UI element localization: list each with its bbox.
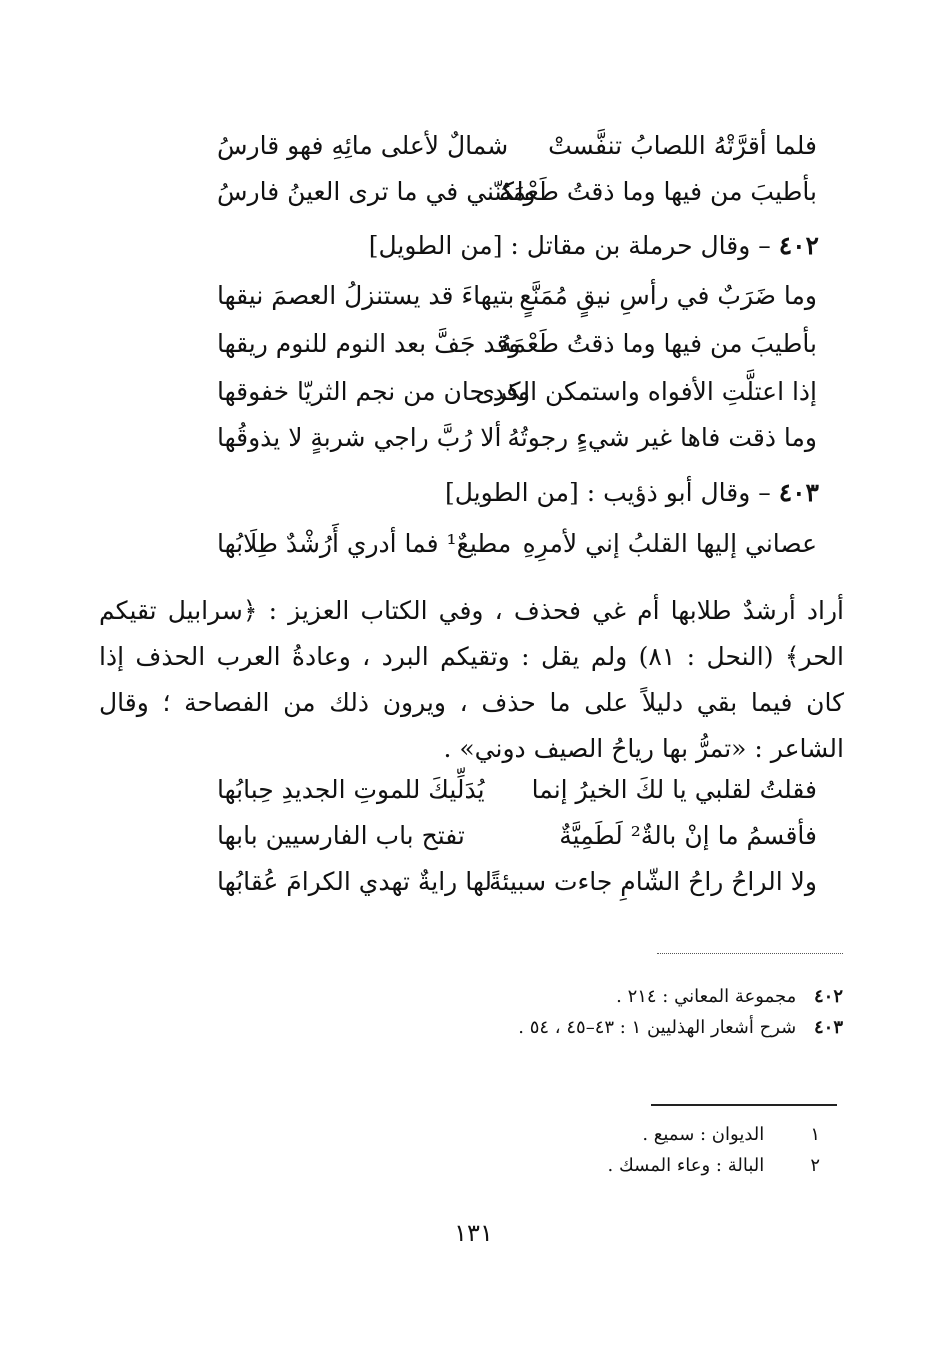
footnote-number: ١	[810, 1124, 820, 1145]
footnote	[642, 1120, 820, 1150]
verse-second-hemistich: شمالٌ لأعلى مائِهِ فهو قارسُ	[217, 131, 509, 160]
verse-line	[217, 812, 817, 860]
section-intro: – وقال حرملة بن مقاتل :	[510, 231, 771, 260]
verse-line	[217, 858, 817, 906]
verse-line	[217, 520, 817, 568]
verse-first-hemistich: إذا اعتلَّتِ الأفواه واستمكن الكرى	[475, 377, 817, 406]
source-text: مجموعة المعاني : ٢١٤ .	[616, 986, 797, 1007]
verse-line	[217, 414, 817, 462]
page-number: ١٣١	[454, 1219, 493, 1247]
verse-second-hemistich: تفتح باب الفارسيين بابها	[217, 821, 465, 850]
section-heading-402	[369, 222, 819, 270]
sources-divider	[657, 953, 843, 954]
footnote-number: ٢	[810, 1155, 820, 1176]
verse-line	[217, 766, 817, 814]
footnote-text: البالة : وعاء المسك .	[607, 1155, 765, 1176]
verse-first-hemistich: فلما أقرَّتْهُ اللصابُ تنفَّستْ	[548, 131, 817, 160]
verse-second-hemistich: مطيعٌ¹ فما أدري أَرُشْدٌ طِلَابُها	[217, 529, 512, 558]
source-number: ٤٠٣	[813, 1017, 843, 1038]
verse-first-hemistich: فقلتُ لقلبي يا لكَ الخيرُ إنما	[531, 775, 817, 804]
section-number: ٤٠٣	[778, 478, 819, 507]
section-heading-403	[445, 469, 819, 517]
meter-label: [من الطويل]	[368, 231, 503, 260]
source-number: ٤٠٢	[813, 986, 843, 1007]
verse-first-hemistich: وما ذقت فاها غير شيءٍ رجوتُهُ	[507, 423, 817, 452]
footnotes-divider	[651, 1104, 837, 1106]
verse-second-hemistich: ألا رُبَّ راجي شربةٍ لا يذوقُها	[217, 423, 502, 452]
source-entry	[518, 1013, 843, 1043]
section-intro: – وقال أبو ذؤيب :	[586, 478, 771, 507]
verse-second-hemistich: وقد جَفَّ بعد النوم للنوم ريقها	[217, 329, 521, 358]
source-entry	[616, 982, 843, 1012]
verse-first-hemistich: بأطيبَ من فيها وما ذقتُ طَعْمَهُ	[499, 177, 817, 206]
verse-first-hemistich: وما ضَرَبٌ في رأسِ نيقٍ مُمَنَّعٍ	[519, 281, 817, 310]
source-text: شرح أشعار الهذليين ١ : ٤٣–٤٥ ، ٥٤ .	[518, 1017, 797, 1038]
verse-second-hemistich: ولكنّني في ما ترى العينُ فارسُ	[217, 177, 536, 206]
meter-label: [من الطويل]	[444, 478, 579, 507]
verse-line	[217, 368, 817, 416]
verse-first-hemistich: ولا الراحُ راحُ الشّامِ جاءت سبيئةً	[489, 867, 817, 896]
footnote	[608, 1151, 820, 1181]
verse-line	[217, 168, 817, 216]
verse-first-hemistich: بأطيبَ من فيها وما ذقتُ طَعْمَهُ	[499, 329, 817, 358]
verse-first-hemistich: عصاني إليها القلبُ إني لأمرِهِ	[522, 529, 817, 558]
verse-first-hemistich: فأقسمُ ما إنْ بالةٌ² لَطَمِيَّةٌ	[559, 821, 817, 850]
verse-second-hemistich: بتيهاءَ قد يستنزلُ العصمَ نيقها	[217, 281, 515, 310]
verse-second-hemistich: يُدَلِّيكَ للموتِ الجديدِ حِبابُها	[217, 775, 485, 804]
footnote-text: الديوان : سميع .	[642, 1124, 765, 1145]
section-number: ٤٠٢	[778, 231, 819, 260]
commentary-paragraph: أراد أرشدٌ طلابها أم غي فحذف ، وفي الكتاب العزيز : ﴿سرابيل تقيكم الحر﴾ (النحل : ٨١) ولم يقل : وتقيكم البرد ، وعادةُ العرب الحذف إذا كان فيما بقي دليلاً على ما حذف ، ويرون ذلك من الفصاحة ؛ وقال الشاعر : «تمرُّ بها رياحُ الصيف دوني» .	[99, 596, 844, 763]
verse-second-hemistich: وقد حان من نجم الثريّا خفوقها	[217, 377, 531, 406]
verse-second-hemistich: لها رايةٌ تهدي الكرامَ عُقابُها	[217, 867, 492, 896]
verse-line	[217, 272, 817, 320]
verse-line	[217, 122, 817, 170]
verse-line	[217, 320, 817, 368]
